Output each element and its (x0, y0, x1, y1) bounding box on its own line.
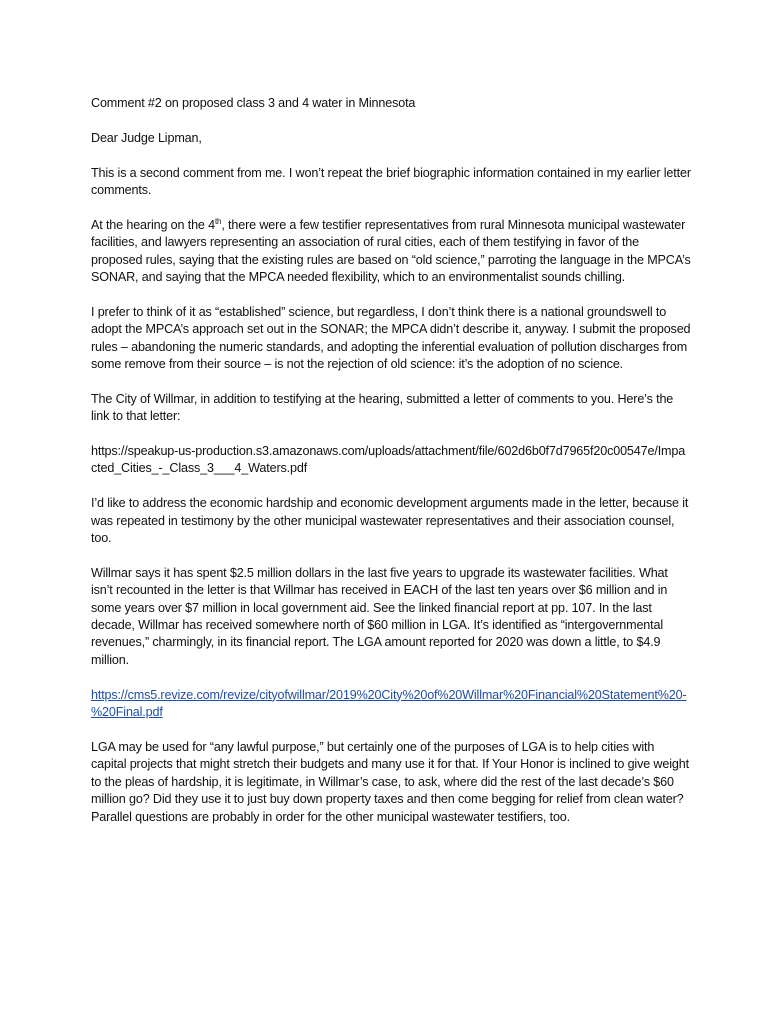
salutation: Dear Judge Lipman, (91, 130, 202, 145)
paragraph-lga-funds: Willmar says it has spent $2.5 million dollars in the last five years to upgrade its wastewater facilities. What isn’t recounted in the letter is that Willmar has received in EACH of the last ten years over $6 million and in some years over $7 million in local government aid. See the linked financial report at pp. 107. In the last decade, Willmar has received somewhere north of $60 million in LGA. It’s identified as “intergovernmental revenues,” charmingly, in its financial report. The LGA amount reported for 2020 was down a little, to $4.9 million. (91, 565, 668, 667)
paragraph-willmar-letter: The City of Willmar, in addition to testifying at the hearing, submitted a letter of comments to you. Here’s the link to that letter: (91, 391, 674, 424)
ordinal-suffix: th (214, 216, 222, 226)
paragraph-established-science: I prefer to think of it as “established” science, but regardless, I don’t think there is a national groundswell to adopt the MPCA’s approach set out in the SONAR; the MPCA didn’t describe it, anyway. I submit the proposed rules – abandoning the numeric standards, and adopting the inferential evaluation of pollution discharges from some remove from their source – is not the rejection of old science: it’s the adoption of no science. (91, 304, 691, 372)
paragraph-lga-purpose: LGA may be used for “any lawful purpose,” but certainly one of the purposes of LGA is to help cities with capital projects that might stretch their budgets and many use it for that. If Your Honor is inclined to give weight to the pleas of hardship, it is legitimate, in Willmar’s case, to ask, where did the rest of the last decade’s $60 million go? Did they use it to just buy down property taxes and then come begging for relief from clean water? Parallel questions are probably in order for the other municipal wastewater testifiers, too. (91, 739, 689, 824)
paragraph-intro: This is a second comment from me. I won’t repeat the brief biographic information contained in my earlier letter comments. (91, 165, 691, 197)
willmar-letter-url: https://speakup-us-production.s3.amazonaws.com/uploads/attachment/file/602d6b0f7d7965f20c00547e/Impacted_Cities_-_Class_3___4_Waters.pdf (91, 444, 686, 476)
hearing-text-rest: , there were a few testifier representatives from rural Minnesota municipal wastewater facilities, and lawyers representing an association of rural cities, each of them testifying in favor of the proposed rules, saying that the existing rules are based on “old science,” parroting the language in the MPCA’s SONAR, and saying that the MPCA needed flexibility, which to an environmentalist sounds chilling. (91, 217, 691, 285)
letter-body (91, 95, 691, 843)
paragraph-hearing (91, 217, 691, 287)
paragraph-economic-hardship: I’d like to address the economic hardship and economic development arguments made in the letter, because it was repeated in testimony by the other municipal wastewater representatives and their association counsel, too. (91, 496, 689, 546)
letter-subject: Comment #2 on proposed class 3 and 4 water in Minnesota (91, 96, 416, 110)
financial-report-link[interactable]: https://cms5.revize.com/revize/cityofwillmar/2019%20City%20of%20Willmar%20Financial%20Statement%20-%20Final.pdf (91, 687, 687, 720)
hearing-text-start: At the hearing on the 4 (91, 217, 215, 232)
